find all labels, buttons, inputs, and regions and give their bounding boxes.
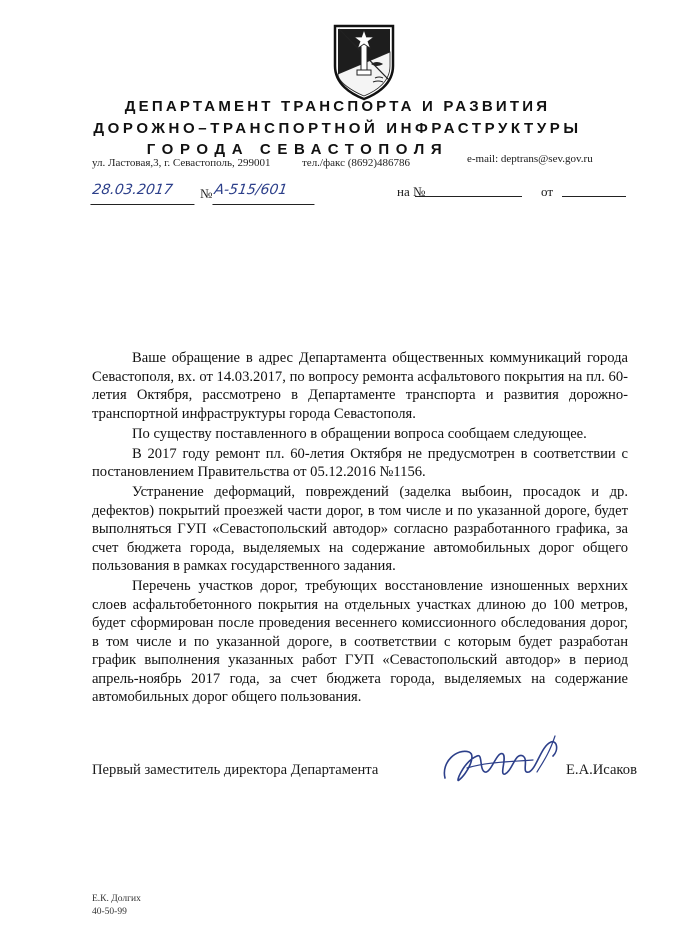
paragraph: Ваше обращение в адрес Департамента общественных коммуникаций города Севастополя, вх. от 14.03.2017, по вопросу ремонта асфальтового покрытия на пл. 60-летия Октября, рассмотрено в Департаменте транспорта и развития дорожно-транспортной инфраструктуры города Севастополя. [92, 350, 628, 422]
sevastopol-coat-of-arms-icon [331, 22, 397, 102]
reply-to-number-blank [415, 196, 522, 197]
executor-info [92, 893, 141, 918]
signer-name: Е.А.Исаков [566, 762, 637, 778]
outgoing-date: 28.03.2017 [90, 182, 197, 205]
number-label: № [200, 186, 213, 201]
reply-date-label: от [541, 184, 554, 199]
paragraph: Перечень участков дорог, требующих восстановление изношенных верхних слоев асфальтобетонного покрытия на отдельных участках длиною до 100 метров, будет сформирован после проведения весеннего комиссионного обследования дорог, в том числе и по указанной дороге, в соответствии с которым будет разработан график выполнения указанных работ ГУП «Севастопольский автодор» в период апрель-ноябрь 2017 года, за счет бюджета города, выделяемых на содержание автомобильных дорог общего пользования. [92, 578, 628, 705]
reply-to-number-label: на № [397, 184, 426, 199]
reply-date-blank [562, 196, 626, 197]
department-title-line3: ГОРОДА СЕВАСТОПОЛЯ [146, 141, 449, 158]
paragraph: В 2017 году ремонт пл. 60-летия Октября не предусмотрен в соответствии с постановлением Правительства от 05.12.2016 №1156. [92, 445, 628, 480]
paragraph: По существу поставленного в обращении вопроса сообщаем следующее. [132, 425, 587, 442]
email: e-mail: deptrans@sev.gov.ru [467, 153, 593, 165]
address: ул. Ластовая,3, г. Севастополь, 299001 [92, 157, 271, 169]
signer-title: Первый заместитель директора Департамента [92, 762, 379, 778]
outgoing-number: А-515/601 [212, 182, 317, 205]
paragraph: Устранение деформаций, повреждений (заделка выбоин, просадок и др. дефектов) покрытий проезжей части дорог, в том числе и по указанной дороге, будет выполняться ГУП «Севастопольский автодор» согласно разработанного графика, за счет бюджета города, выделяемых на содержание автомобильных дорог общего пользования в рамках государственного задания. [92, 484, 628, 574]
handwritten-signature-icon [437, 732, 577, 792]
phone-fax: тел./факс (8692)486786 [302, 157, 411, 169]
executor-name: Е.К. Долгих [92, 894, 141, 904]
letter-body [92, 349, 628, 708]
department-title-line1: ДЕПАРТАМЕНТ ТРАНСПОРТА И РАЗВИТИЯ [124, 98, 551, 115]
executor-phone: 40-50-99 [92, 906, 127, 917]
department-title-line2: ДОРОЖНО–ТРАНСПОРТНОЙ ИНФРАСТРУКТУРЫ [93, 120, 582, 137]
